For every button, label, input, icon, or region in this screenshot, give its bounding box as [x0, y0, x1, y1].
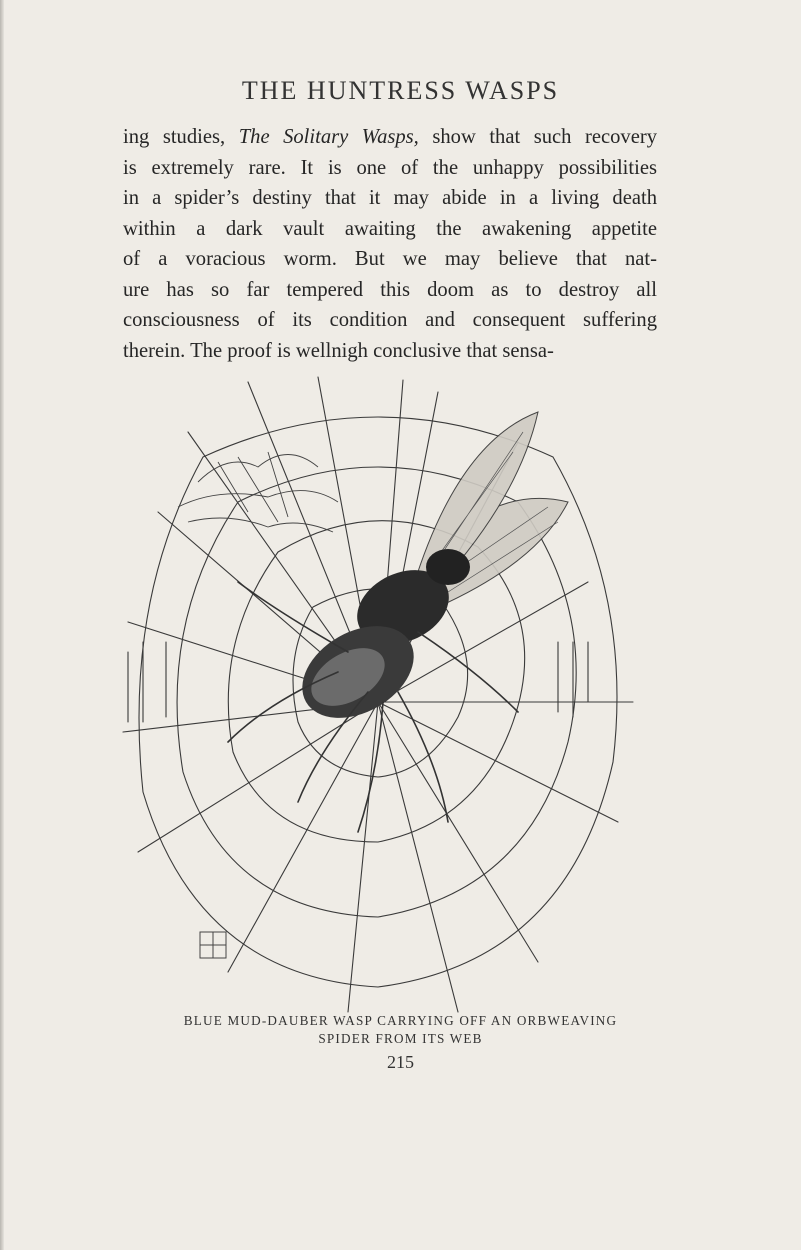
text-line-1: ing studies, The Solitary Wasps, show that such recovery — [123, 126, 658, 148]
text-line-2: is extremely rare. It is one of the unhappy possibilities — [123, 156, 657, 179]
running-head: THE HUNTRESS WASPS — [241, 76, 560, 105]
text-line-5: of a voracious worm. But we may believe that nat- — [123, 248, 657, 270]
book-title: The Solitary Wasps, — [238, 126, 419, 148]
wasp-spider-illustration — [118, 372, 638, 1017]
text-line-6: ure has so far tempered this doom as to destroy all — [123, 278, 657, 301]
body-text — [123, 122, 657, 366]
text-line-3: in a spider’s destiny that it may abide in a living death — [123, 187, 657, 209]
text-line-4: within a dark vault awaiting the awakening appetite — [123, 217, 657, 240]
figure-caption — [0, 1012, 801, 1048]
caption-line-1: BLUE MUD-DAUBER WASP CARRYING OFF AN ORBWEAVING — [183, 1013, 618, 1028]
caption-line-2: SPIDER FROM ITS WEB — [318, 1031, 483, 1046]
text-line-8: therein. The proof is wellnigh conclusive that sensa- — [123, 339, 554, 362]
text-line-7: consciousness of its condition and consequent suffering — [123, 309, 657, 331]
page-number: 215 — [387, 1052, 414, 1072]
